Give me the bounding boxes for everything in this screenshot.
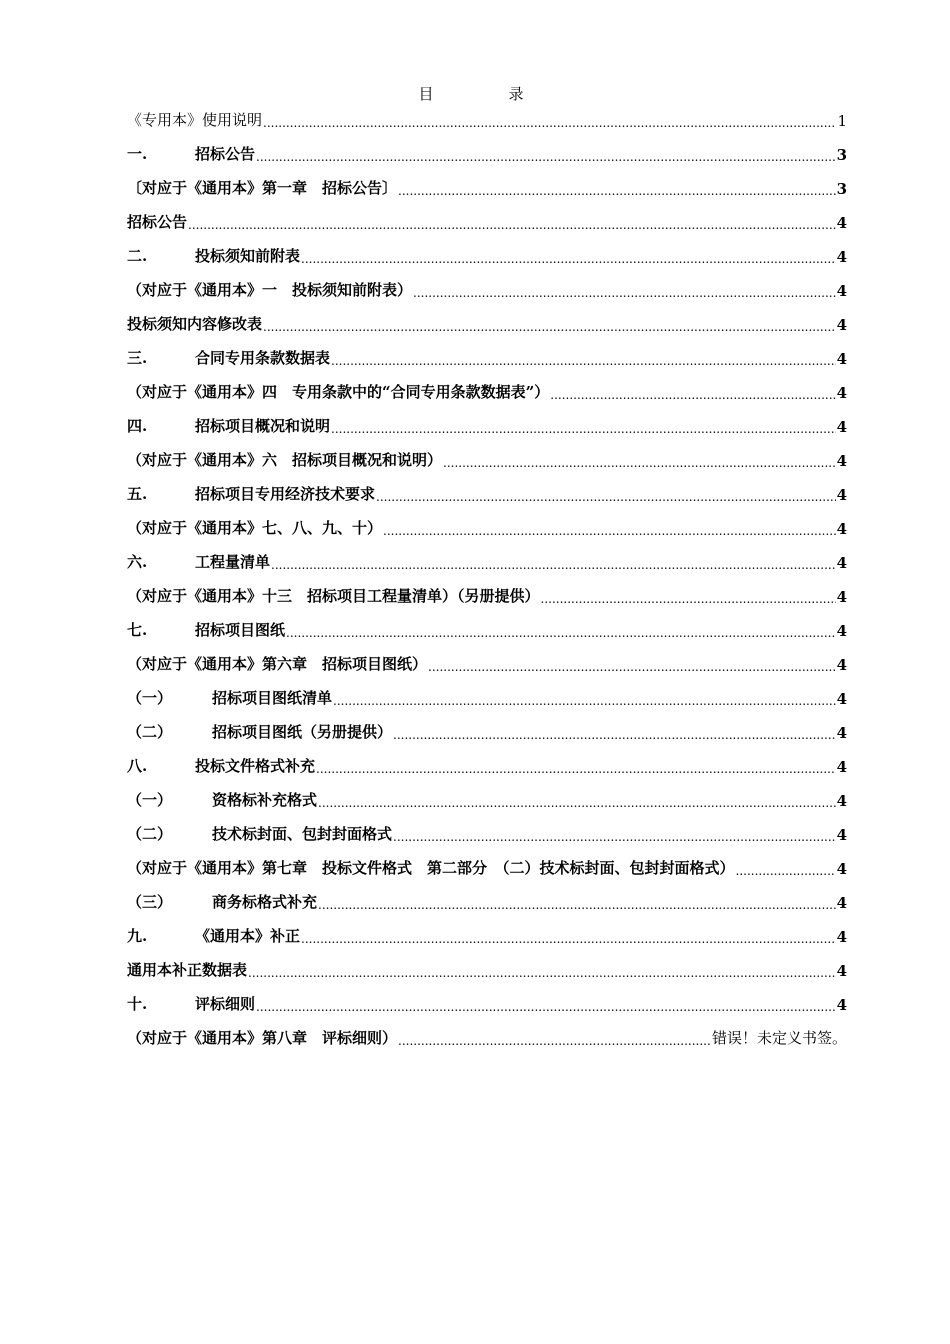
toc-leader-dots [271,558,836,572]
toc-leader-dots [316,762,836,776]
toc-entry[interactable] [127,106,847,130]
toc-entry[interactable] [127,164,847,198]
toc-entry[interactable] [127,776,847,810]
toc-entry-number: 五. [127,485,148,503]
toc-entry-text: 招标项目专用经济技术要求 [195,485,376,503]
toc-leader-dots [263,320,836,334]
toc-entry-number: 八. [127,757,148,775]
toc-entry-text: 资格标补充格式 [212,791,318,809]
toc-entry-number: （一） [127,791,173,809]
toc-entry-number: （三） [127,893,173,911]
toc-entry[interactable] [127,606,847,640]
toc-entry-page: 4 [836,826,847,844]
toc-entry-text: 招标项目图纸（另册提供） [212,723,393,741]
toc-leader-dots [541,592,836,606]
toc-entry-page: 4 [836,690,847,708]
toc-entry[interactable] [127,402,847,436]
toc-leader-dots [393,728,836,742]
toc-entry[interactable] [127,708,847,742]
toc-entry-text: 投标文件格式补充 [195,757,316,775]
toc-entry-text: 技术标封面、包封封面格式 [212,825,393,843]
toc-entry-text: 通用本补正数据表 [127,961,248,979]
toc-entry[interactable] [127,980,847,1014]
toc-entry-text: 《专用本》使用说明 [127,111,263,129]
toc-leader-dots [263,116,836,130]
toc-entry-text: （对应于《通用本》六 招标项目概况和说明） [127,451,443,469]
toc-leader-dots [318,796,836,810]
toc-entry-page: 4 [836,350,847,368]
toc-entry-page: 4 [836,282,847,300]
toc-leader-dots [333,694,836,708]
toc-entry-page: 3 [836,146,847,164]
toc-entry-text: （对应于《通用本》四 专用条款中的“合同专用条款数据表”） [127,383,550,401]
toc-entry-number: （二） [127,825,173,843]
toc-leader-dots [443,456,836,470]
toc-entry[interactable] [127,1014,847,1048]
toc-entry[interactable] [127,946,847,980]
toc-leader-dots [301,932,836,946]
toc-entry-page: 4 [836,248,847,266]
toc-entry[interactable] [127,742,847,776]
toc-entry-page: 4 [836,452,847,470]
toc-entry-text: 合同专用条款数据表 [195,349,331,367]
toc-entry-text: 商务标格式补充 [212,893,318,911]
toc-entry-number: 四. [127,417,148,435]
toc-leader-dots [301,252,836,266]
table-of-contents [127,106,847,1048]
toc-entry-page: 错误！未定义书签。 [711,1029,847,1047]
toc-leader-dots [383,524,836,538]
toc-entry[interactable] [127,368,847,402]
toc-entry[interactable] [127,130,847,164]
toc-entry-text: 工程量清单 [195,553,271,571]
toc-entry[interactable] [127,300,847,334]
toc-entry-page: 4 [836,928,847,946]
toc-entry-text: 招标项目概况和说明 [195,417,331,435]
toc-entry-text: 〔对应于《通用本》第一章 招标公告〕 [127,179,398,197]
toc-entry[interactable] [127,640,847,674]
toc-entry-text: （对应于《通用本》第八章 评标细则） [127,1029,398,1047]
toc-entry-page: 4 [836,418,847,436]
toc-entry-page: 1 [837,112,847,130]
toc-entry[interactable] [127,266,847,300]
toc-entry-number: 三. [127,349,148,367]
toc-entry-page: 4 [836,894,847,912]
toc-entry-page: 4 [836,316,847,334]
toc-entry-page: 4 [836,622,847,640]
toc-entry-page: 4 [836,384,847,402]
toc-entry-page: 3 [836,180,847,198]
toc-entry-text: （对应于《通用本》第七章 投标文件格式 第二部分 （二）技术标封面、包封封面格式） [127,859,735,877]
toc-leader-dots [398,1034,711,1048]
toc-entry-page: 4 [836,962,847,980]
toc-leader-dots [248,966,836,980]
toc-entry-text: 《通用本》补正 [195,927,301,945]
toc-leader-dots [256,1000,836,1014]
toc-entry-text: 招标公告 [127,213,188,231]
toc-entry[interactable] [127,232,847,266]
toc-entry[interactable] [127,878,847,912]
toc-leader-dots [331,354,836,368]
toc-leader-dots [398,184,836,198]
toc-entry-number: （二） [127,723,173,741]
toc-leader-dots [188,218,836,232]
toc-entry-page: 4 [836,792,847,810]
toc-leader-dots [736,864,836,878]
toc-leader-dots [376,490,836,504]
toc-entry[interactable] [127,674,847,708]
toc-leader-dots [286,626,836,640]
toc-leader-dots [318,898,836,912]
toc-entry[interactable] [127,572,847,606]
toc-entry-number: 十. [127,995,148,1013]
toc-entry-text: （对应于《通用本》十三 招标项目工程量清单）（另册提供） [127,587,540,605]
toc-entry-page: 4 [836,758,847,776]
toc-entry-text: 招标项目图纸 [195,621,286,639]
toc-leader-dots [256,150,836,164]
toc-entry[interactable] [127,198,847,232]
toc-entry-number: 一. [127,145,148,163]
toc-leader-dots [331,422,836,436]
toc-leader-dots [550,388,835,402]
toc-entry-page: 4 [836,996,847,1014]
toc-entry-page: 4 [836,554,847,572]
toc-leader-dots [393,830,836,844]
toc-entry-page: 4 [836,588,847,606]
toc-entry-page: 4 [836,860,847,878]
toc-entry-text: （对应于《通用本》第六章 招标项目图纸） [127,655,428,673]
toc-entry-text: 投标须知内容修改表 [127,315,263,333]
toc-entry-page: 4 [836,520,847,538]
toc-entry-text: （对应于《通用本》七、八、九、十） [127,519,383,537]
toc-title: 目 录 [418,85,554,103]
toc-leader-dots [413,286,836,300]
toc-entry-page: 4 [836,724,847,742]
toc-entry[interactable] [127,470,847,504]
toc-entry-number: 九. [127,927,148,945]
toc-entry-text: （对应于《通用本》一 投标须知前附表） [127,281,413,299]
toc-entry-text: 招标公告 [195,145,256,163]
toc-entry-page: 4 [836,656,847,674]
toc-entry-number: 二. [127,247,148,265]
toc-leader-dots [428,660,836,674]
toc-entry[interactable] [127,844,847,878]
toc-entry-text: 投标须知前附表 [195,247,301,265]
toc-entry[interactable] [127,538,847,572]
toc-entry-text: 评标细则 [195,995,256,1013]
toc-entry-number: 七. [127,621,148,639]
toc-entry[interactable] [127,436,847,470]
toc-entry[interactable] [127,504,847,538]
toc-entry-page: 4 [836,214,847,232]
toc-entry-number: （一） [127,689,173,707]
toc-entry-page: 4 [836,486,847,504]
toc-entry-text: 招标项目图纸清单 [212,689,333,707]
toc-entry[interactable] [127,334,847,368]
toc-entry[interactable] [127,912,847,946]
toc-entry[interactable] [127,810,847,844]
toc-entry-number: 六. [127,553,148,571]
